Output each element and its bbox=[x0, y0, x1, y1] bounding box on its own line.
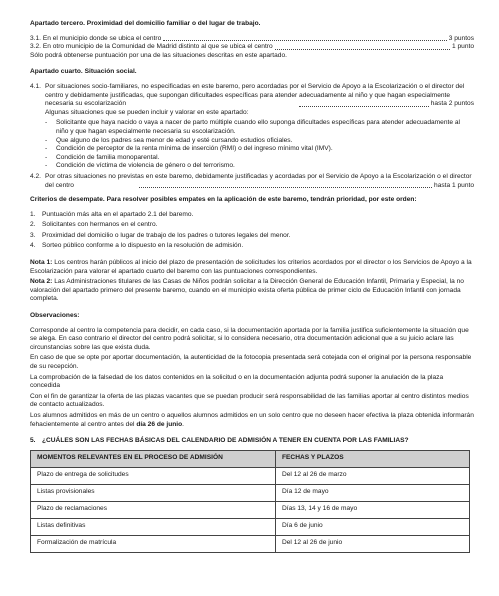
table-cell: Listas definitivas bbox=[31, 518, 276, 535]
item-number: 4.2. bbox=[30, 172, 41, 180]
item-points: hasta 1 punto bbox=[434, 181, 474, 189]
table-cell: Formalización de matrícula bbox=[31, 535, 276, 552]
item-text: En otro municipio de la Comunidad de Madrid distinto al que se ubica el centro bbox=[42, 43, 273, 51]
calendar-table bbox=[30, 450, 470, 553]
tercero-note: Sólo podrá obtenerse puntuación por una de las situaciones descritas en este apartado. bbox=[30, 51, 287, 59]
observaciones-paragraph: La comprobación de la falsedad de los datos contenidos en la solicitud o en la documentación adjunta podrá suponer la anulación de la plaza concedida bbox=[30, 373, 444, 390]
observaciones-paragraph: Con el fin de garantizar la oferta de las plazas vacantes que se puedan producir será responsabilidad de las familias aportar al centro distintos medios de contacto actualizados. bbox=[30, 392, 469, 409]
table-header-row bbox=[31, 450, 470, 467]
item-text: Por otras situaciones no previstas en este baremo, debidamente justificadas y acordadas por el Servicio de Apoyo a la Escolarización o el director del centro bbox=[45, 172, 472, 189]
item-4-1 bbox=[30, 83, 474, 109]
list-item: 4. Sorteo público conforme a lo dispuesto en la resolución de admisión. bbox=[30, 242, 244, 250]
list-item: - Condición de familia monoparental. bbox=[45, 153, 160, 161]
list-item: - Solicitante que haya nacido o vaya a nacer de parto múltiple cuando ello suponga dificultades específicas para atender adecuadamente al niño y que hagan especialmente necesaria su escolarización. bbox=[45, 119, 460, 135]
section-heading-cuarto: Apartado cuarto. Situación social. bbox=[30, 68, 137, 76]
item-points: hasta 2 puntos bbox=[430, 100, 474, 108]
observaciones-paragraph: En caso de que se opte por aportar documentación, la autenticidad de la fotocopia presentada será cotejada con el original por la persona responsable de su recepción. bbox=[30, 354, 472, 370]
observaciones-paragraph: Corresponde al centro la competencia para decidir, en cada caso, si la documentación aportada por la familia justifica suficientemente la situación que se alega. En caso contrario el director del centro podrá solicitar, si lo considera necesario, otra documentación adicional que a su juicio aclare las circunstancias sobre las que exista duda. bbox=[30, 326, 469, 351]
table-row bbox=[31, 535, 470, 552]
column-header: MOMENTOS RELEVANTES EN EL PROCESO DE ADMISIÓN bbox=[31, 450, 276, 467]
item-3-1 bbox=[30, 35, 474, 44]
column-header: FECHAS Y PLAZOS bbox=[276, 450, 470, 467]
table-cell: Días 13, 14 y 16 de mayo bbox=[276, 501, 470, 518]
dot-leader bbox=[275, 49, 450, 50]
table-cell: Del 12 al 26 de marzo bbox=[276, 467, 470, 484]
item-number: 4.1. bbox=[30, 82, 41, 90]
table-row bbox=[31, 518, 470, 535]
list-item: 3. Proximidad del domicilio o lugar de trabajo de los padres o tutores legales del menor. bbox=[30, 231, 291, 239]
list-item: 2. Solicitantes con hermanos en el centro. bbox=[30, 221, 158, 229]
table-cell: Listas provisionales bbox=[31, 484, 276, 501]
document-page bbox=[30, 20, 474, 553]
item-number: 3.2. bbox=[30, 43, 41, 51]
item-4-2 bbox=[30, 173, 474, 190]
desempate-heading: Criterios de desempate. Para resolver posibles empates en la aplicación de este baremo, tendrán prioridad, por este orden: bbox=[30, 196, 417, 204]
cuarto-intro: Algunas situaciones que se pueden incluir y valorar en este apartado: bbox=[45, 108, 249, 116]
item-3-2 bbox=[30, 43, 474, 52]
table-cell: Del 12 al 26 de junio bbox=[276, 535, 470, 552]
table-row bbox=[31, 467, 470, 484]
nota-1: Nota 1: Los centros harán públicos al inicio del plazo de presentación de solicitudes los criterios acordados por el director o los Servicios de Apoyo a la Escolarización para valorar el apartado cuarto del baremo con las puntuaciones correspondientes. bbox=[30, 259, 472, 275]
list-item: - Condición de víctima de violencia de género o del terrorismo. bbox=[45, 162, 235, 170]
observaciones-paragraph: Los alumnos admitidos en más de un centro o aquellos alumnos admitidos en un solo centro que no deseen hacer efectiva la plaza obtenida informarán fehacientemente al centro antes del día 26 de junio. bbox=[30, 411, 474, 428]
dot-leader bbox=[299, 106, 429, 107]
table-cell: Día 6 de junio bbox=[276, 518, 470, 535]
table-cell: Plazo de reclamaciones bbox=[31, 501, 276, 518]
item-points: 3 puntos bbox=[448, 34, 474, 42]
item-number: 3.1. bbox=[30, 34, 41, 42]
dot-leader bbox=[163, 40, 446, 41]
dot-leader bbox=[139, 187, 432, 188]
table-cell: Día 12 de mayo bbox=[276, 484, 470, 501]
nota-2: Nota 2: Las Administraciones titulares de las Casas de Niños podrán solicitar a la Dirección General de Educación Infantil, Primaria y Especial, la no valoración del apartado primero del presente baremo, cuando en el municipio exista oferta pública de primer ciclo de Educación Infantil con jornada completa. bbox=[30, 278, 464, 303]
list-item: 1. Puntuación más alta en el apartado 2.1 del baremo. bbox=[30, 210, 194, 218]
observaciones-heading: Observaciones: bbox=[30, 312, 80, 320]
item-text: Por situaciones socio-familiares, no especificadas en este baremo, pero acordadas por el Servicio de Apoyo a la Escolarización o el director del centro y debidamente justificadas, que supongan dificultades específicas para atender adecuadamente al niño y que hagan especialmente necesaria su escolarización bbox=[45, 82, 465, 108]
table-row bbox=[31, 484, 470, 501]
item-points: 1 punto bbox=[452, 43, 474, 51]
item-text: En el municipio donde se ubica el centro bbox=[42, 34, 162, 42]
section-heading-tercero: Apartado tercero. Proximidad del domicilio familiar o del lugar de trabajo. bbox=[30, 20, 261, 27]
list-item: - Condición de perceptor de la renta mínima de inserción (RMI) o del ingreso mínimo vital (IMV). bbox=[45, 145, 333, 153]
table-cell: Plazo de entrega de solicitudes bbox=[31, 467, 276, 484]
list-item: - Que alguno de los padres sea menor de edad y esté cursando estudios oficiales. bbox=[45, 136, 293, 144]
section-5-title: 5. ¿CUÁLES SON LAS FECHAS BÁSICAS DEL CALENDARIO DE ADMISIÓN A TENER EN CUENTA POR LAS FAMILIAS? bbox=[30, 437, 409, 445]
table-row bbox=[31, 501, 470, 518]
